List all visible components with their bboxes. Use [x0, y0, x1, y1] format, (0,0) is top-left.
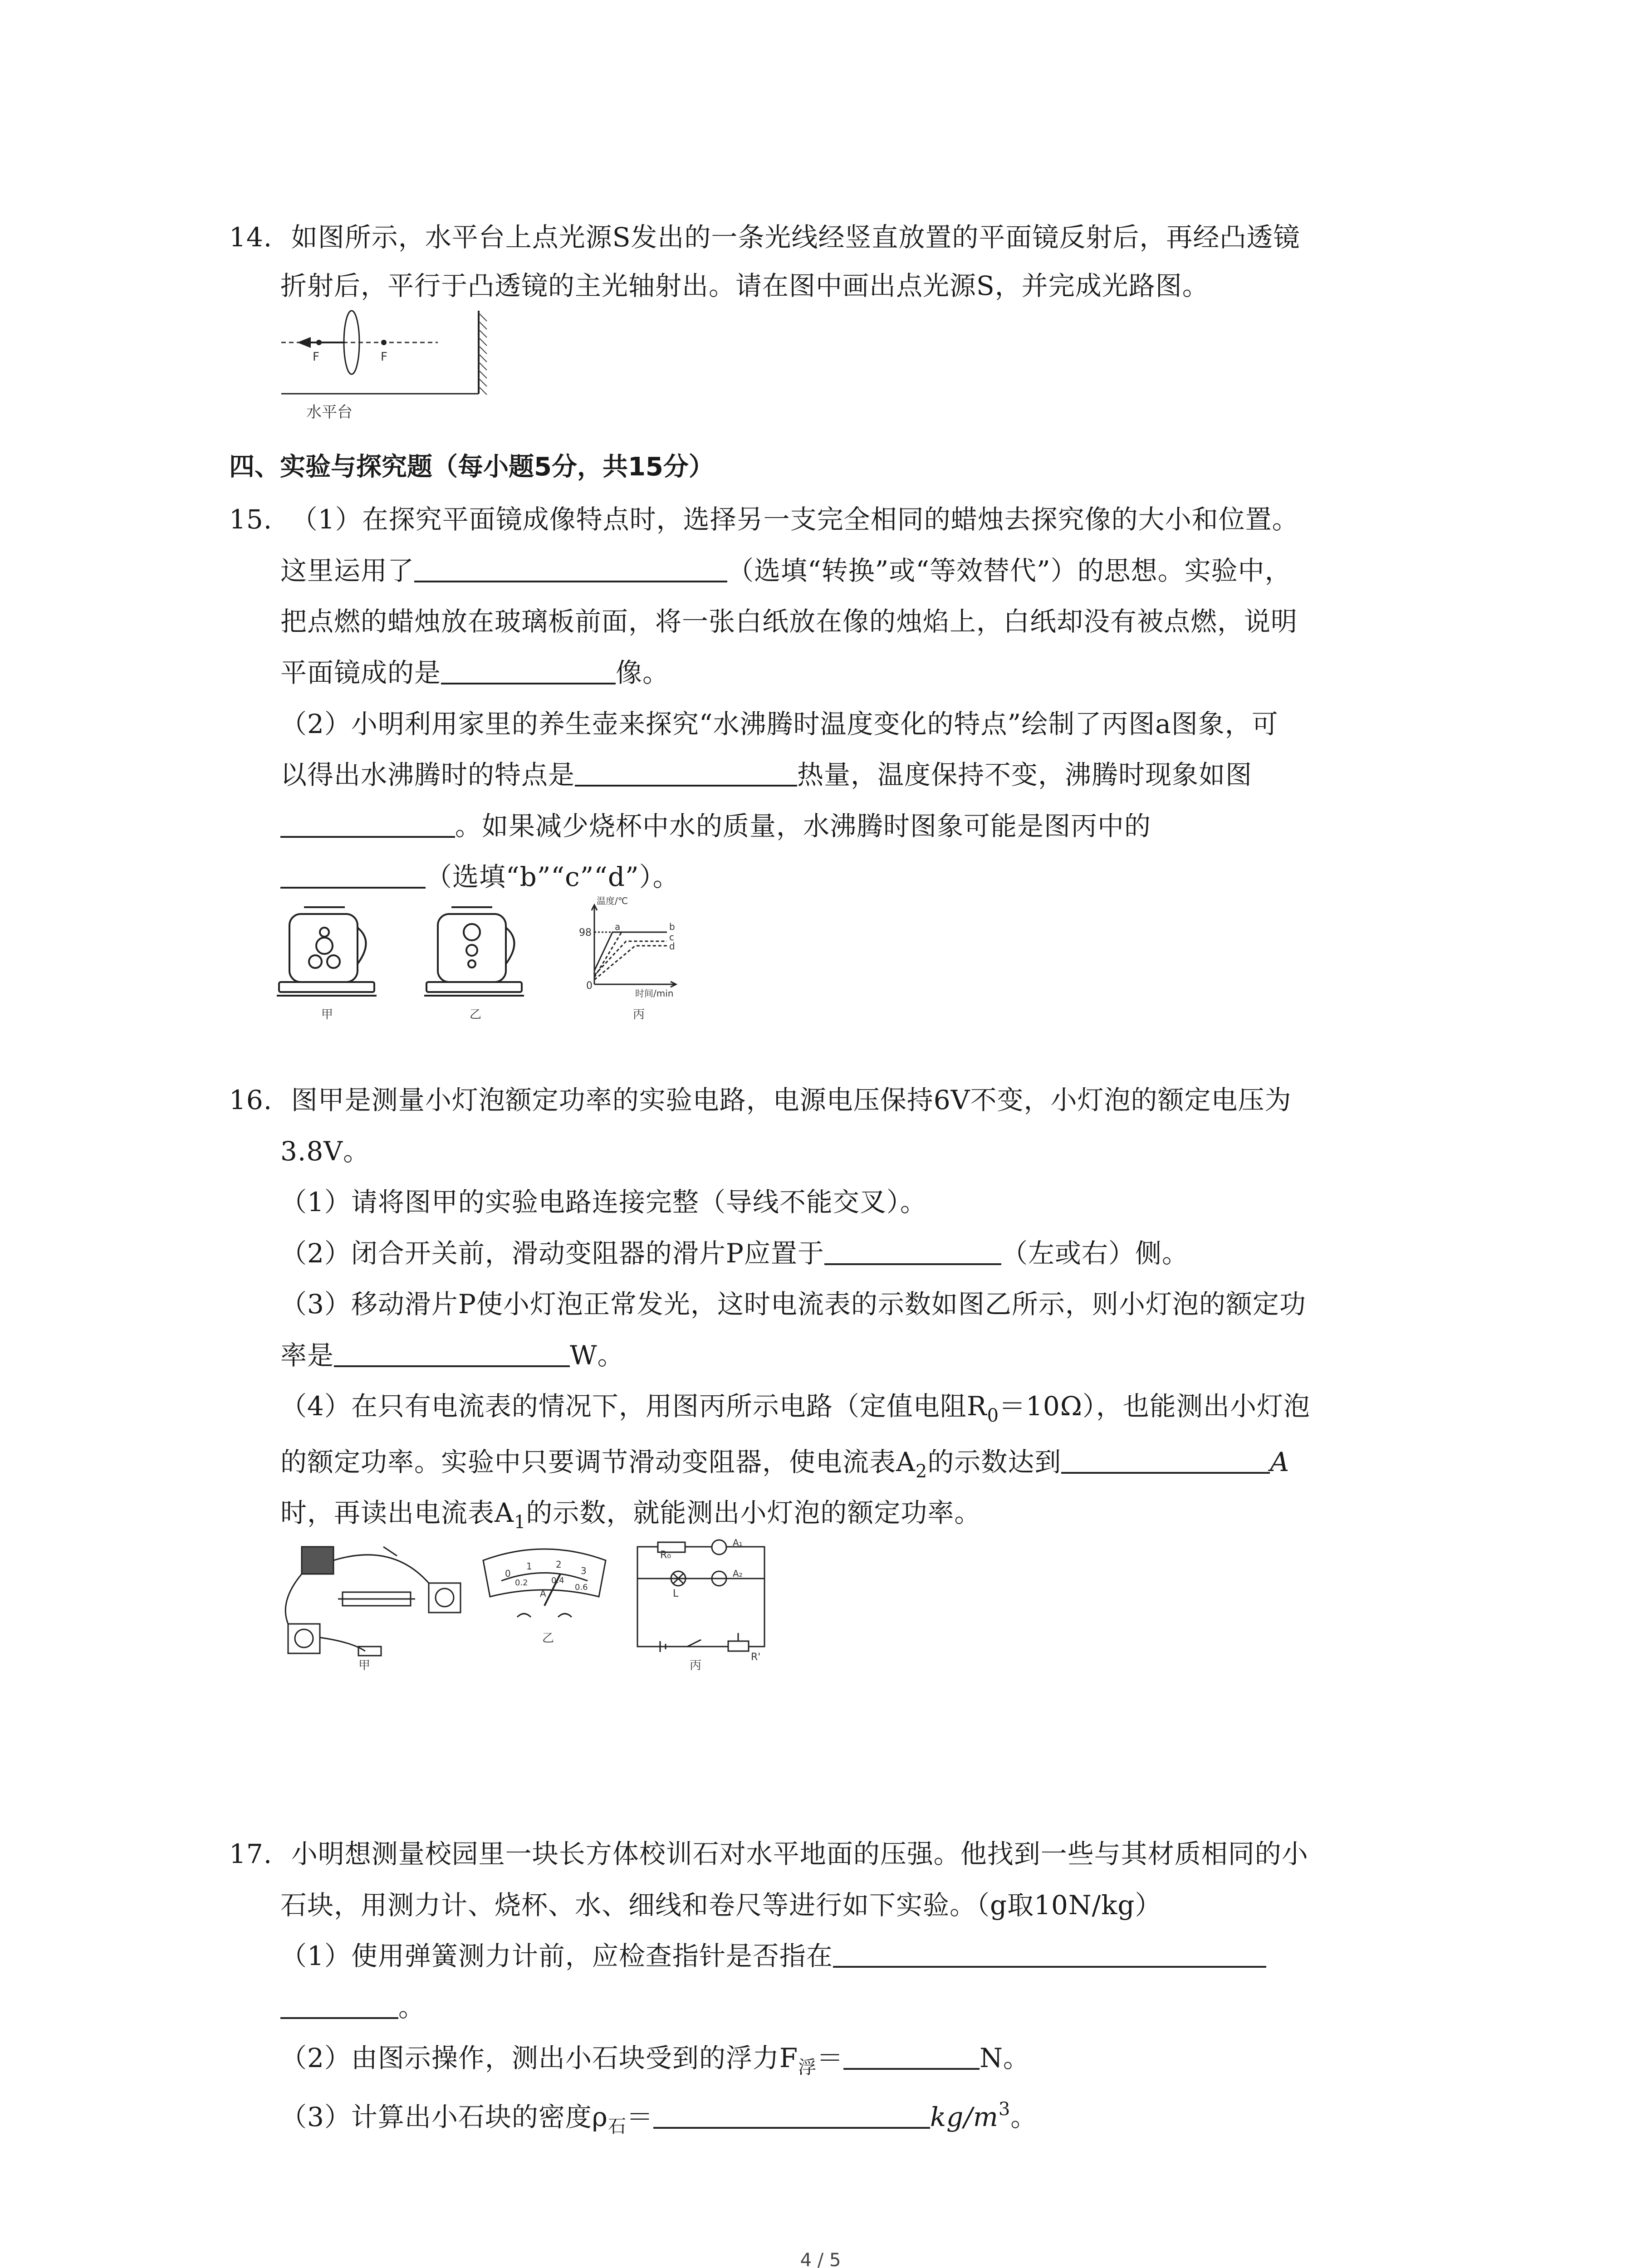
svg-text:a: a: [615, 921, 621, 932]
blank-q15-2[interactable]: [441, 655, 616, 684]
q16-circuit-figure: [279, 1538, 792, 1674]
svg-text:A: A: [540, 1588, 546, 1599]
q16-number: 16.: [229, 1085, 273, 1115]
svg-text:0.4: 0.4: [551, 1576, 564, 1585]
svg-text:1: 1: [526, 1561, 532, 1572]
svg-text:A₂: A₂: [733, 1568, 743, 1579]
q17-line-3: （1）使用弹簧测力计前，应检查指针是否指在: [280, 1936, 1266, 1976]
svg-text:98: 98: [579, 927, 592, 938]
q15-line-7: 。如果减少烧杯中水的质量，水沸腾时图象可能是图丙中的: [280, 806, 1151, 846]
q15-line-4: 平面镜成的是 像。: [280, 652, 669, 693]
q17-line-4: 。: [280, 1987, 425, 2028]
q16-line-1: 16. 图甲是测量小灯泡额定功率的实验电路，电源电压保持6V不变，小灯泡的额定电压为: [229, 1080, 1291, 1120]
svg-text:3: 3: [581, 1565, 587, 1576]
kettle-yi: [424, 907, 524, 996]
q14-line-1: 14. 如图所示，水平台上点光源S发出的一条光线经竖直放置的平面镜反射后，再经凸透镜: [229, 217, 1300, 258]
q15-line-3: 把点燃的蜡烛放在玻璃板前面，将一张白纸放在像的烛焰上，白纸却没有被点燃，说明: [280, 606, 1298, 637]
svg-text:2: 2: [556, 1559, 562, 1570]
svg-text:d: d: [669, 941, 675, 952]
svg-text:温度/℃: 温度/℃: [597, 896, 628, 906]
q17-line-1: 17. 小明想测量校园里一块长方体校训石对水平地面的压强。他找到一些与其材质相同的小: [229, 1833, 1308, 1874]
svg-text:甲: 甲: [321, 1008, 333, 1022]
q16-line-3: （1）请将图甲的实验电路连接完整（导线不能交叉）。: [280, 1187, 927, 1217]
svg-text:R₀: R₀: [660, 1549, 671, 1561]
q16-line-7: （4）在只有电流表的情况下，用图丙所示电路（定值电阻$R_0=10\Omega$），也能测出小灯泡: [280, 1391, 1310, 1426]
table-label: 水平台: [306, 403, 353, 421]
blank-q15-4[interactable]: [280, 809, 455, 838]
q17-line-6: （3）计算出小石块的密度$\rho_石= kg/m^3$。: [280, 2099, 1038, 2137]
svg-text:0.2: 0.2: [515, 1578, 528, 1588]
svg-text:R': R': [751, 1652, 761, 1663]
svg-text:乙: 乙: [542, 1632, 554, 1645]
svg-text:b: b: [669, 921, 675, 932]
svg-text:0: 0: [586, 980, 593, 992]
svg-text:A₁: A₁: [733, 1538, 743, 1548]
q16-line-4: （2）闭合开关前，滑动变阻器的滑片P应置于 （左或右）侧。: [280, 1233, 1189, 1274]
circuit-schematic-bing: [637, 1540, 764, 1652]
q14-optics-figure: [279, 308, 515, 424]
blank-q17-1[interactable]: [833, 1939, 1266, 1968]
svg-text:L: L: [673, 1588, 679, 1599]
q17-line-2: 石块，用测力计、烧杯、水、细线和卷尺等进行如下实验。（g取10N/kg）: [280, 1890, 1162, 1921]
blank-q15-1[interactable]: [414, 553, 727, 582]
circuit-jia: [285, 1547, 460, 1656]
blank-q16-2[interactable]: [334, 1338, 570, 1367]
q15-line-8: （选填“b”“c”“d”）。: [280, 856, 680, 897]
blank-q16-1[interactable]: [824, 1236, 1001, 1265]
q14-line-2: 折射后，平行于凸透镜的主光轴射出。请在图中画出点光源S，并完成光路图。: [280, 270, 1209, 301]
q16-line-8: 的额定功率。实验中只要调节滑动变阻器，使电流表$A_2$的示数达到 A: [280, 1442, 1289, 1482]
temperature-time-graph: [592, 905, 676, 987]
q16-line-6: 率是 W。: [280, 1335, 624, 1376]
q16-line-2: 3.8V。: [280, 1136, 370, 1167]
svg-text:c: c: [669, 932, 674, 943]
kettle-jia: [277, 907, 377, 996]
svg-text:丙: 丙: [690, 1659, 702, 1672]
q17-number: 17.: [229, 1838, 273, 1869]
svg-text:0: 0: [505, 1568, 511, 1579]
svg-text:甲: 甲: [358, 1659, 371, 1672]
blank-q15-3[interactable]: [575, 758, 797, 787]
svg-text:时间/min: 时间/min: [635, 988, 674, 999]
q15-number: 15.: [229, 504, 273, 535]
svg-text:丙: 丙: [633, 1008, 645, 1022]
q15-boiling-figure: [277, 896, 798, 1023]
page-number: 4 / 5: [800, 2250, 841, 2268]
blank-q17-1-cont[interactable]: [280, 1990, 398, 2019]
section-4-title: 四、实验与探究题（每小题5分，共15分）: [229, 452, 714, 482]
q15-line-6: 以得出水沸腾时的特点是 热量，温度保持不变，沸腾时现象如图: [280, 754, 1252, 795]
q17-line-5: （2）由图示操作，测出小石块受到的浮力$F_浮= N$。: [280, 2038, 1030, 2078]
blank-q17-3[interactable]: [653, 2100, 930, 2129]
focal-point-right-label: F: [381, 350, 387, 364]
blank-q15-5[interactable]: [280, 860, 426, 889]
focal-point-left-label: F: [313, 350, 319, 364]
q16-line-5: （3）移动滑片P使小灯泡正常发光，这时电流表的示数如图乙所示，则小灯泡的额定功: [280, 1289, 1306, 1320]
q15-line-2: 这里运用了 （选填“转换”或“等效替代”）的思想。实验中，: [280, 550, 1292, 591]
blank-q16-3[interactable]: [1061, 1445, 1270, 1474]
blank-q17-2[interactable]: [843, 2041, 980, 2070]
mirror-hatching: [479, 313, 487, 395]
svg-text:0.6: 0.6: [575, 1583, 588, 1592]
svg-text:乙: 乙: [470, 1008, 482, 1022]
q14-number: 14.: [229, 222, 273, 253]
q15-line-1: 15. （1）在探究平面镜成像特点时，选择另一支完全相同的蜡烛去探究像的大小和位置。: [229, 499, 1299, 540]
q16-line-9: 时，再读出电流表$A_1$的示数，就能测出小灯泡的额定功率。: [280, 1497, 981, 1533]
q15-line-5: （2）小明利用家里的养生壶来探究“水沸腾时温度变化的特点”绘制了丙图a图象，可: [280, 709, 1279, 739]
